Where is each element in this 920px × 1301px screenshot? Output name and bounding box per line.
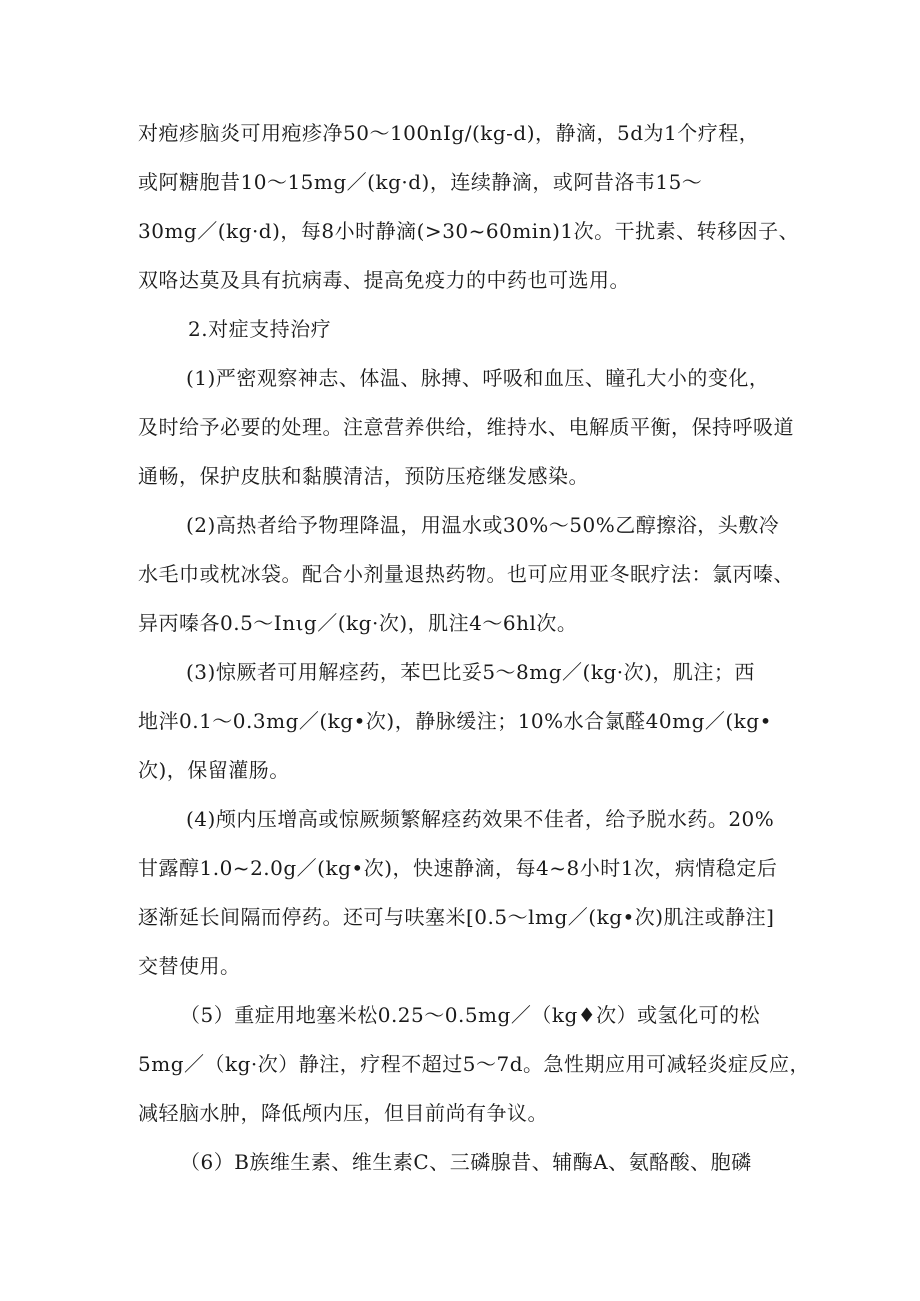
text-line: 及时给予必要的处理。注意营养供给，维持水、电解质平衡，保持呼吸道 xyxy=(138,415,794,439)
text-line: 5mg／（kg·次）静注，疗程不超过5～7d。急性期应用可减轻炎症反应， xyxy=(138,1052,811,1076)
paragraph-start: (2)高热者给予物理降温，用温水或30%～50%乙醇擦浴，头敷冷 xyxy=(186,513,780,537)
text-line: 通畅，保护皮肤和黏膜清洁，预防压疮继发感染。 xyxy=(138,464,589,488)
section-heading: 2.对症支持治疗 xyxy=(188,317,332,341)
paragraph-start: (3)惊厥者可用解痉药，苯巴比妥5～8mg／(kg·次)，肌注；西 xyxy=(186,660,755,684)
text-line: 甘露醇1.0~2.0g／(kg•次)，快速静滴，每4~8小时1次，病情稳定后 xyxy=(138,856,778,880)
text-line: 对疱疹脑炎可用疱疹净50～100nIg/(kg-d)，静滴，5d为1个疗程， xyxy=(138,121,760,145)
paragraph-start: (1)严密观察神志、体温、脉搏、呼吸和血压、瞳孔大小的变化， xyxy=(186,366,770,390)
text-line: 水毛巾或枕冰袋。配合小剂量退热药物。也可应用亚冬眠疗法：氯丙嗪、 xyxy=(138,562,794,586)
paragraph-start: （6）B族维生素、维生素C、三磷腺昔、辅酶A、氨酪酸、胞磷 xyxy=(180,1150,752,1174)
text-line: 或阿糖胞昔10～15mg／(kg·d)，连续静滴，或阿昔洛韦15～ xyxy=(138,170,703,194)
text-line: 次)，保留灌肠。 xyxy=(138,758,290,782)
text-line: 减轻脑水肿，降低颅内压，但目前尚有争议。 xyxy=(138,1101,548,1125)
paragraph-start: （5）重症用地塞米松0.25～0.5mg／（kg♦次）或氢化可的松 xyxy=(180,1003,761,1027)
text-line: 异丙嗪各0.5～Inιg／(kg·次)，肌注4～6hl次。 xyxy=(138,611,578,635)
text-line: 交替使用。 xyxy=(138,954,241,978)
text-line: 双咯达莫及具有抗病毒、提高免疫力的中药也可选用。 xyxy=(138,268,630,292)
paragraph-start: (4)颅内压增高或惊厥频繁解痉药效果不佳者，给予脱水药。20% xyxy=(186,807,775,831)
text-line: 30mg／(kg·d)，每8小时静滴(>30~60min)1次。干扰素、转移因子、 xyxy=(138,219,800,243)
text-line: 逐渐延长间隔而停药。还可与呋塞米[0.5～lmg／(kg•次)肌注或静注] xyxy=(138,905,775,929)
text-line: 地泮0.1～0.3mg／(kg•次)，静脉缓注；10%水合氯醛40mg／(kg• xyxy=(138,709,772,733)
